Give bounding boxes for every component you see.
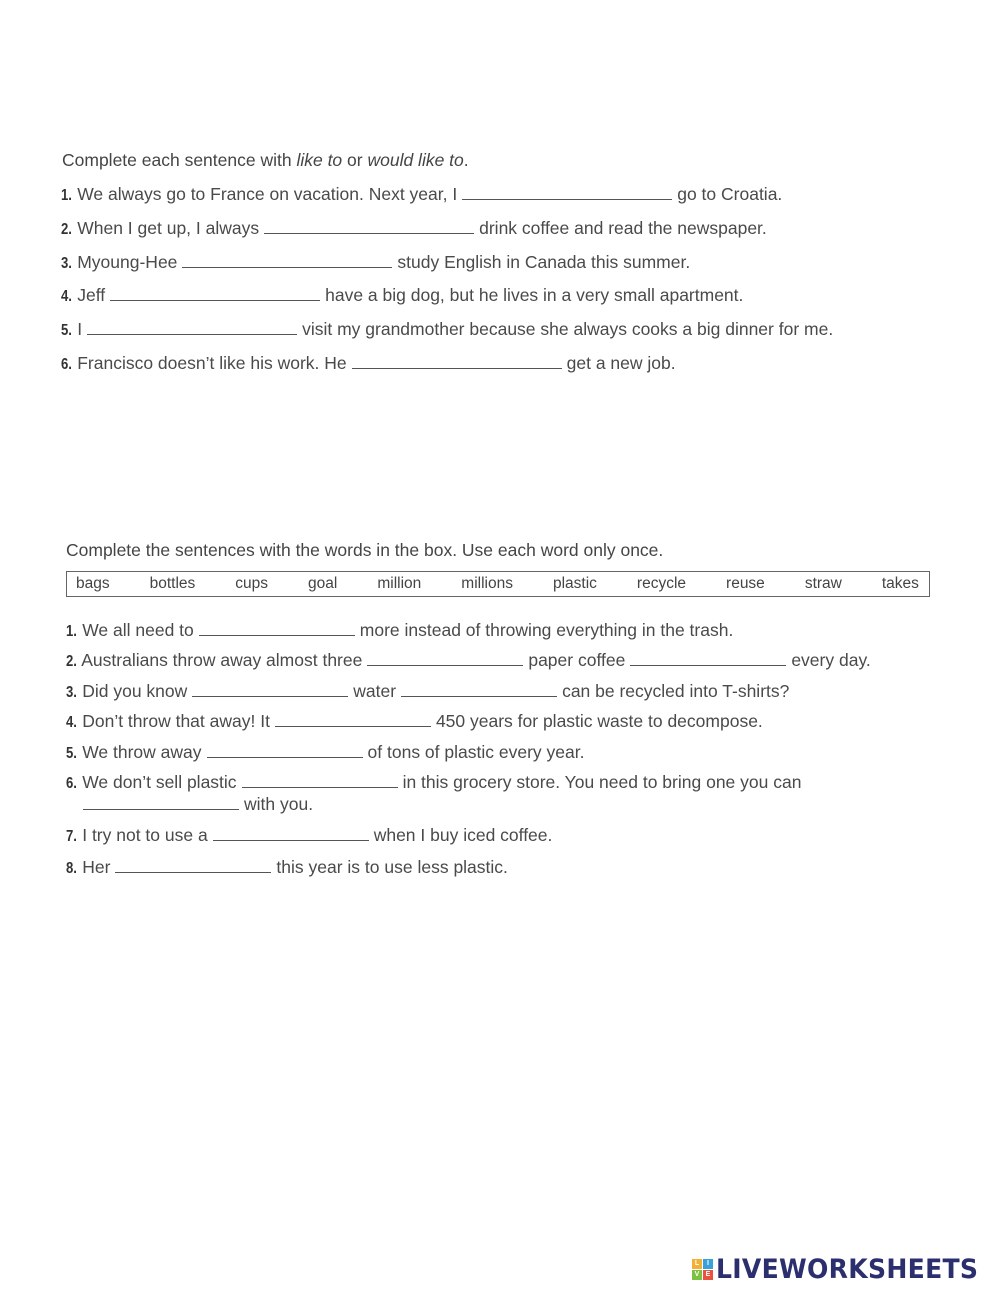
word-box-item: plastic: [552, 575, 597, 592]
word-box-item: takes: [881, 575, 919, 592]
answer-blank[interactable]: [630, 664, 786, 666]
answer-blank[interactable]: [264, 232, 474, 234]
word-box-item: million: [377, 575, 422, 592]
exercise-2-item-continuation: with you.: [78, 794, 313, 815]
exercise-2-item: 3. Did you know water can be recycled into T-shirts?: [66, 681, 790, 701]
word-box-item: straw: [804, 575, 842, 592]
exercise-1-item: 5. I visit my grandmother because she always cooks a big dinner for me.: [61, 319, 834, 339]
exercise-2-item: 1. We all need to more instead of throwing everything in the trash.: [66, 620, 734, 640]
logo-letter: E: [703, 1270, 713, 1280]
word-box-item: recycle: [636, 575, 687, 592]
logo-letter: L: [692, 1259, 702, 1269]
logo-letter: V: [692, 1270, 702, 1280]
word-box-item: cups: [235, 575, 269, 592]
answer-blank[interactable]: [192, 695, 348, 697]
liveworksheets-logo: [692, 1252, 998, 1286]
exercise-2-item: 8. Her this year is to use less plastic.: [66, 857, 508, 877]
answer-blank[interactable]: [110, 299, 320, 301]
exercise-1-item: 6. Francisco doesn’t like his work. He get a new job.: [61, 353, 676, 373]
logo-grid-icon: [692, 1259, 713, 1280]
word-box-item: reuse: [726, 575, 765, 592]
logo-text: LIVEWORKSHEETS: [716, 1253, 979, 1285]
answer-blank[interactable]: [115, 871, 271, 873]
exercise-1-item: 4. Jeff have a big dog, but he lives in a very small apartment.: [61, 285, 744, 305]
answer-blank[interactable]: [199, 634, 355, 636]
logo-letter: I: [703, 1259, 713, 1269]
word-box-item: bottles: [149, 575, 196, 592]
exercise-1-item: 2. When I get up, I always drink coffee and read the newspaper.: [61, 218, 767, 238]
answer-blank[interactable]: [352, 367, 562, 369]
answer-blank[interactable]: [83, 808, 239, 810]
exercise-2-item: 4. Don’t throw that away! It 450 years for plastic waste to decompose.: [66, 711, 763, 731]
word-box: [66, 571, 930, 597]
answer-blank[interactable]: [213, 839, 369, 841]
exercise-1-item: 1. We always go to France on vacation. Next year, I go to Croatia.: [61, 184, 783, 204]
exercise-1-item: 3. Myoung-Hee study English in Canada this summer.: [61, 252, 691, 272]
answer-blank[interactable]: [182, 266, 392, 268]
answer-blank[interactable]: [87, 333, 297, 335]
answer-blank[interactable]: [207, 756, 363, 758]
answer-blank[interactable]: [401, 695, 557, 697]
word-box-item: goal: [308, 575, 338, 592]
word-box-item: bags: [76, 575, 110, 592]
exercise-2-item: 7. I try not to use a when I buy iced coffee.: [66, 825, 553, 845]
exercise-2-item: 6. We don’t sell plastic in this grocery store. You need to bring one you can: [66, 772, 802, 792]
exercise-2-item: 2. Australians throw away almost three paper coffee every day.: [66, 650, 871, 670]
answer-blank[interactable]: [275, 725, 431, 727]
answer-blank[interactable]: [367, 664, 523, 666]
word-box-item: millions: [461, 575, 513, 592]
exercise-1-instruction: Complete each sentence with like to or would like to.: [62, 150, 469, 170]
answer-blank[interactable]: [242, 786, 398, 788]
exercise-2-item: 5. We throw away of tons of plastic every year.: [66, 742, 585, 762]
answer-blank[interactable]: [462, 198, 672, 200]
exercise-2-instruction: Complete the sentences with the words in the box. Use each word only once.: [66, 540, 664, 560]
